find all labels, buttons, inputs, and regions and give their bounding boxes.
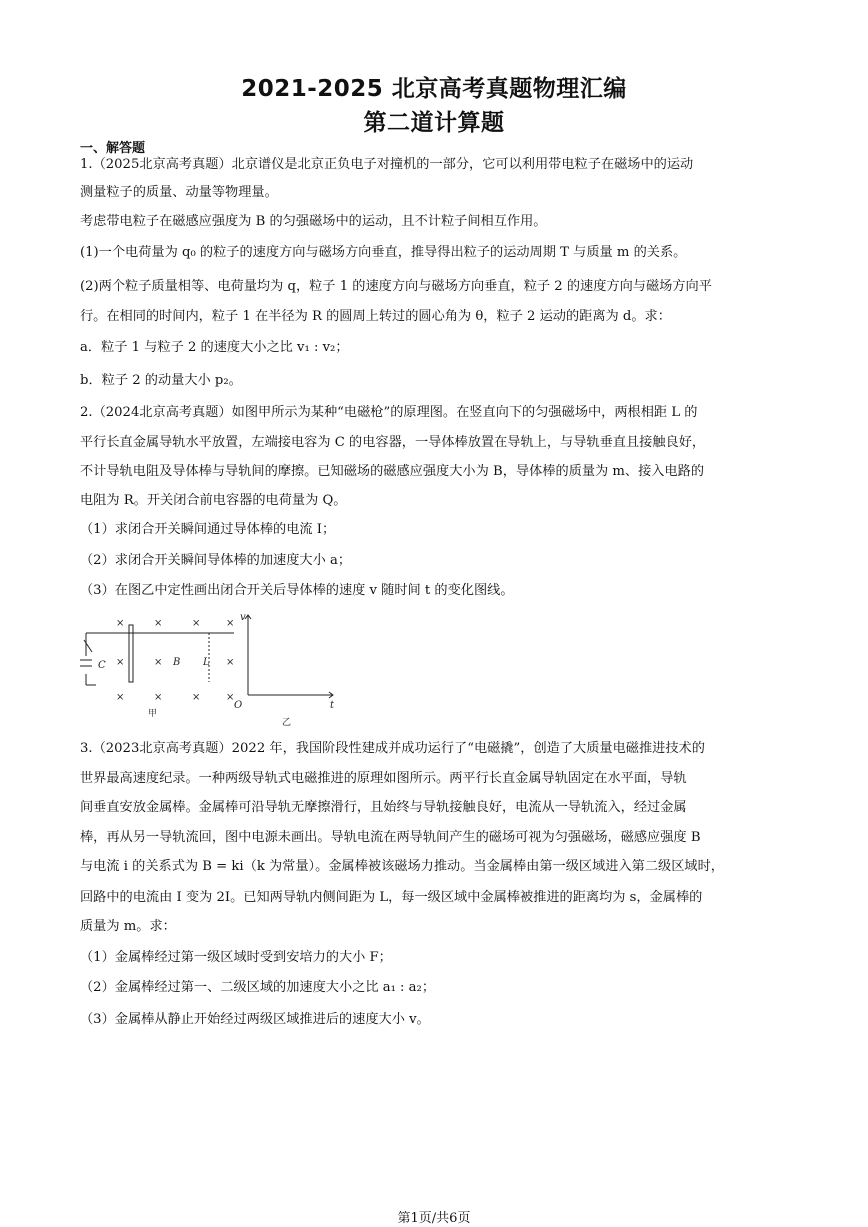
q2-line-7: （3）在图乙中定性画出闭合开关后导体棒的速度 v 随时间 t 的变化图线。: [80, 583, 514, 598]
q1-line-6: 行。在相同的时间内，粒子 1 在半径为 R 的圆周上转过的圆心角为 θ，粒子 2 运动的距离为 d。求：: [80, 309, 671, 324]
page-title: 2021-2025 北京高考真题物理汇编: [241, 76, 627, 102]
q3-line-5: 与电流 i 的关系式为 B = ki（k 为常量）。金属棒被该磁场力推动。当金属棒由第一级区域进入第二级区域时，: [80, 859, 724, 874]
q3-line-4: 棒，再从另一导轨流回，图中电源未画出。导轨电流在两导轨间产生的磁场可视为匀强磁场，磁感应强度 B: [80, 830, 701, 845]
field-mark: ×: [192, 692, 201, 703]
switch: [84, 640, 92, 652]
field-mark: ×: [226, 618, 235, 629]
q3-line-2: 世界最高速度纪录。一种两级导轨式电磁推进的原理如图所示。两平行长直金属导轨固定在水平面，导轨: [80, 771, 687, 786]
q3-line-1: 3.（2023北京高考真题）2022 年，我国阶段性建成并成功运行了“电磁撬”，创造了大质量电磁推进技术的: [80, 741, 705, 756]
conductor-bar: [129, 625, 133, 682]
v-axis-label: v: [240, 612, 246, 623]
capacitor-label: C: [98, 660, 106, 671]
q2-line-5: （1）求闭合开关瞬间通过导体棒的电流 I；: [80, 522, 336, 537]
field-mark: ×: [192, 618, 201, 629]
figure-a-caption: 甲: [148, 709, 158, 719]
q3-line-9: （2）金属棒经过第一、二级区域的加速度大小之比 a₁ : a₂；: [80, 980, 436, 995]
q3-line-8: （1）金属棒经过第一级区域时受到安培力的大小 F；: [80, 950, 392, 965]
field-mark: ×: [226, 657, 235, 668]
q2-figure: [78, 610, 348, 735]
q2-line-4: 电阻为 R。开关闭合前电容器的电荷量为 Q。: [80, 493, 347, 508]
q2-line-1: 2.（2024北京高考真题）如图甲所示为某种“电磁枪”的原理图。在竖直向下的匀强磁场中，两根相距 L 的: [80, 405, 698, 420]
origin-label: O: [234, 700, 243, 711]
distance-label: L: [203, 657, 210, 668]
q3-line-3: 间垂直安放金属棒。金属棒可沿导轨无摩擦滑行，且始终与导轨接触良好，电流从一导轨流入，经过金属: [80, 800, 687, 815]
q3-line-7: 质量为 m。求：: [80, 919, 176, 934]
q1-line-8: b．粒子 2 的动量大小 p₂。: [80, 373, 242, 388]
page-number: 第1页/共6页: [397, 1211, 471, 1226]
field-label: B: [173, 657, 181, 668]
q2-line-2: 平行长直金属导轨水平放置，左端接电容为 C 的电容器，一导体棒放置在导轨上，与导轨垂直且接触良好，: [80, 435, 706, 450]
q1-line-1: 1.（2025北京高考真题）北京谱仪是北京正负电子对撞机的一部分，它可以利用带电粒子在磁场中的运动: [80, 157, 694, 172]
field-mark: ×: [116, 618, 125, 629]
section-heading: 一、解答题: [80, 141, 146, 156]
q3-line-10: （3）金属棒从静止开始经过两级区域推进后的速度大小 v。: [80, 1012, 430, 1027]
field-mark: ×: [116, 657, 125, 668]
field-mark: ×: [154, 692, 163, 703]
q2-line-3: 不计导轨电阻及导体棒与导轨间的摩擦。已知磁场的磁感应强度大小为 B，导体棒的质量为 m、接入电路的: [80, 464, 705, 479]
q1-line-2: 测量粒子的质量、动量等物理量。: [80, 185, 278, 200]
q1-line-5: (2)两个粒子质量相等、电荷量均为 q，粒子 1 的速度方向与磁场方向垂直，粒子 2 的速度方向与磁场方向平: [80, 279, 712, 294]
q1-line-3: 考虑带电粒子在磁感应强度为 B 的匀强磁场中的运动，且不计粒子间相互作用。: [80, 214, 547, 229]
figure-b-caption: 乙: [282, 718, 292, 728]
field-mark: ×: [116, 692, 125, 703]
field-mark: ×: [154, 618, 163, 629]
page-subtitle: 第二道计算题: [363, 110, 505, 136]
field-mark: ×: [154, 657, 163, 668]
q2-line-6: （2）求闭合开关瞬间导体棒的加速度大小 a；: [80, 553, 352, 568]
q1-line-7: a．粒子 1 与粒子 2 的速度大小之比 v₁ : v₂；: [80, 340, 349, 355]
field-mark: ×: [226, 692, 235, 703]
q3-line-6: 回路中的电流由 I 变为 2I。已知两导轨内侧间距为 L，每一级区域中金属棒被推进的距离均为 s，金属棒的: [80, 890, 703, 905]
q1-line-4: (1)一个电荷量为 q₀ 的粒子的速度方向与磁场方向垂直，推导得出粒子的运动周期 T 与质量 m 的关系。: [80, 245, 687, 260]
t-axis-label: t: [330, 700, 335, 711]
